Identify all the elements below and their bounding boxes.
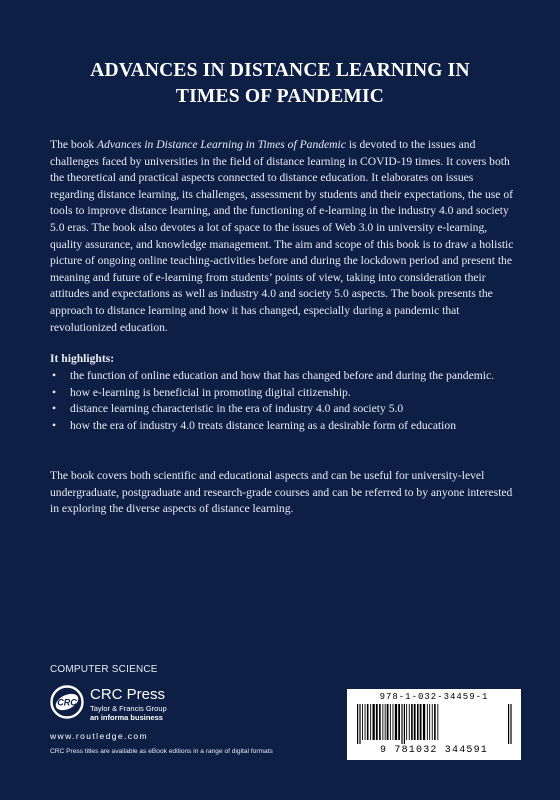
barcode-bar (379, 704, 381, 740)
barcode-bar (411, 704, 413, 740)
intro-book-title: Advances in Distance Learning in Times of Pandemic (97, 138, 346, 151)
barcode-bar (427, 704, 428, 740)
ebook-note: CRC Press titles are available as eBook editions in a range of digital formats (50, 748, 273, 755)
barcode-bar (429, 704, 430, 740)
barcode-bar (420, 704, 422, 740)
publisher-name: CRC Press (90, 686, 166, 703)
barcode-bar (359, 704, 360, 744)
barcode-bar (382, 704, 383, 740)
barcode-bar (510, 704, 511, 744)
barcode-bar (365, 704, 366, 740)
isbn-barcode (347, 689, 521, 760)
subject-category: COMPUTER SCIENCE (50, 664, 158, 675)
barcode-bar (437, 704, 438, 740)
list-item (50, 368, 520, 385)
barcode-bar (370, 704, 371, 740)
crc-logo-icon (50, 685, 84, 719)
barcode-bar (434, 704, 436, 740)
barcode-bar (398, 704, 400, 740)
book-title (40, 58, 520, 110)
barcode-bar (390, 704, 391, 740)
barcode-bar (376, 704, 378, 740)
highlight-text: the function of online education and how that has changed before and during the pandemic. (70, 369, 494, 382)
list-item (50, 418, 520, 435)
barcode-bar (406, 704, 407, 740)
publisher-informa: an informa business (90, 713, 163, 722)
publisher-block (50, 683, 310, 733)
barcode-bar (401, 704, 402, 744)
outro-paragraph: The book covers both scientific and educational aspects and can be useful for university-level undergraduate, postgraduate and research-grade courses and can be referred to by anyone interested in exploring the diverse aspects of distance learning. (50, 469, 513, 516)
intro-prefix: The book (50, 138, 98, 151)
bullet-icon: • (52, 402, 57, 416)
highlight-text: distance learning characteristic in the era of industry 4.0 and society 5.0 (70, 402, 404, 416)
intro-text: is devoted to the issues and challenges faced by universities in the field of distance learning in COVID-19 times. It covers both the theoretical and practical aspects connected to distance education. It elaborates on issues regarding distance learning, its challenges, assessment by students and their expectations, the use of tools to improve distance learning, and the functioning of e-learning in the industry 4.0 and society 5.0 eras. The book also devotes a lot of space to the issues of Web 3.0 in university e-learning, quality assurance, and knowledge management. The aim and scope of this book is to draw a holistic picture of ongoing online teaching-activities before and during the lockdown period and present the meaning and future of e-learning from students’ points of view, taking into consideration their attitudes and expectations as well as industry 4.0 and society 5.0 aspects. The book presents the approach to distance learning and how it has changed, especially during a pandemic that revolutionized education. (50, 138, 514, 334)
title-line-2: TIMES OF PANDEMIC (175, 86, 385, 107)
highlight-text: how the era of industry 4.0 treats distance learning as a desirable form of education (70, 418, 457, 432)
highlight-text: how e-learning is beneficial in promoting digital citizenship. (70, 385, 351, 399)
barcode-bar (385, 704, 386, 740)
bullet-icon: • (52, 385, 57, 399)
list-item (50, 401, 520, 418)
barcode-bar (387, 704, 389, 740)
barcode-bar (395, 704, 397, 740)
publisher-group: Taylor & Francis Group (90, 704, 167, 713)
barcode-bars (355, 704, 513, 744)
barcode-bar (404, 704, 405, 744)
barcode-bar (414, 704, 416, 740)
list-item (50, 385, 520, 402)
bullet-icon: • (52, 369, 57, 382)
intro-paragraph (50, 137, 520, 336)
publisher-website: www.routledge.com (50, 731, 148, 741)
barcode-bar (409, 704, 410, 740)
highlights-list (50, 368, 520, 434)
highlights-heading: It highlights: (50, 352, 115, 365)
barcode-bar (393, 704, 394, 740)
isbn-label: 978-1-032-34459-1 (379, 692, 489, 702)
barcode-number: 9 781032 344591 (379, 745, 488, 756)
barcode-bar (417, 704, 419, 740)
barcode-bar (423, 704, 425, 740)
bullet-icon: • (52, 418, 57, 432)
barcode-bar (432, 704, 433, 740)
crc-logo-text: CRC (57, 697, 77, 708)
barcode-bar (367, 704, 369, 740)
barcode-bar (362, 704, 363, 740)
barcode-bar (373, 704, 375, 740)
barcode-bar (357, 704, 358, 744)
title-line-1: ADVANCES IN DISTANCE LEARNING IN (90, 60, 470, 81)
barcode-bar (508, 704, 509, 744)
